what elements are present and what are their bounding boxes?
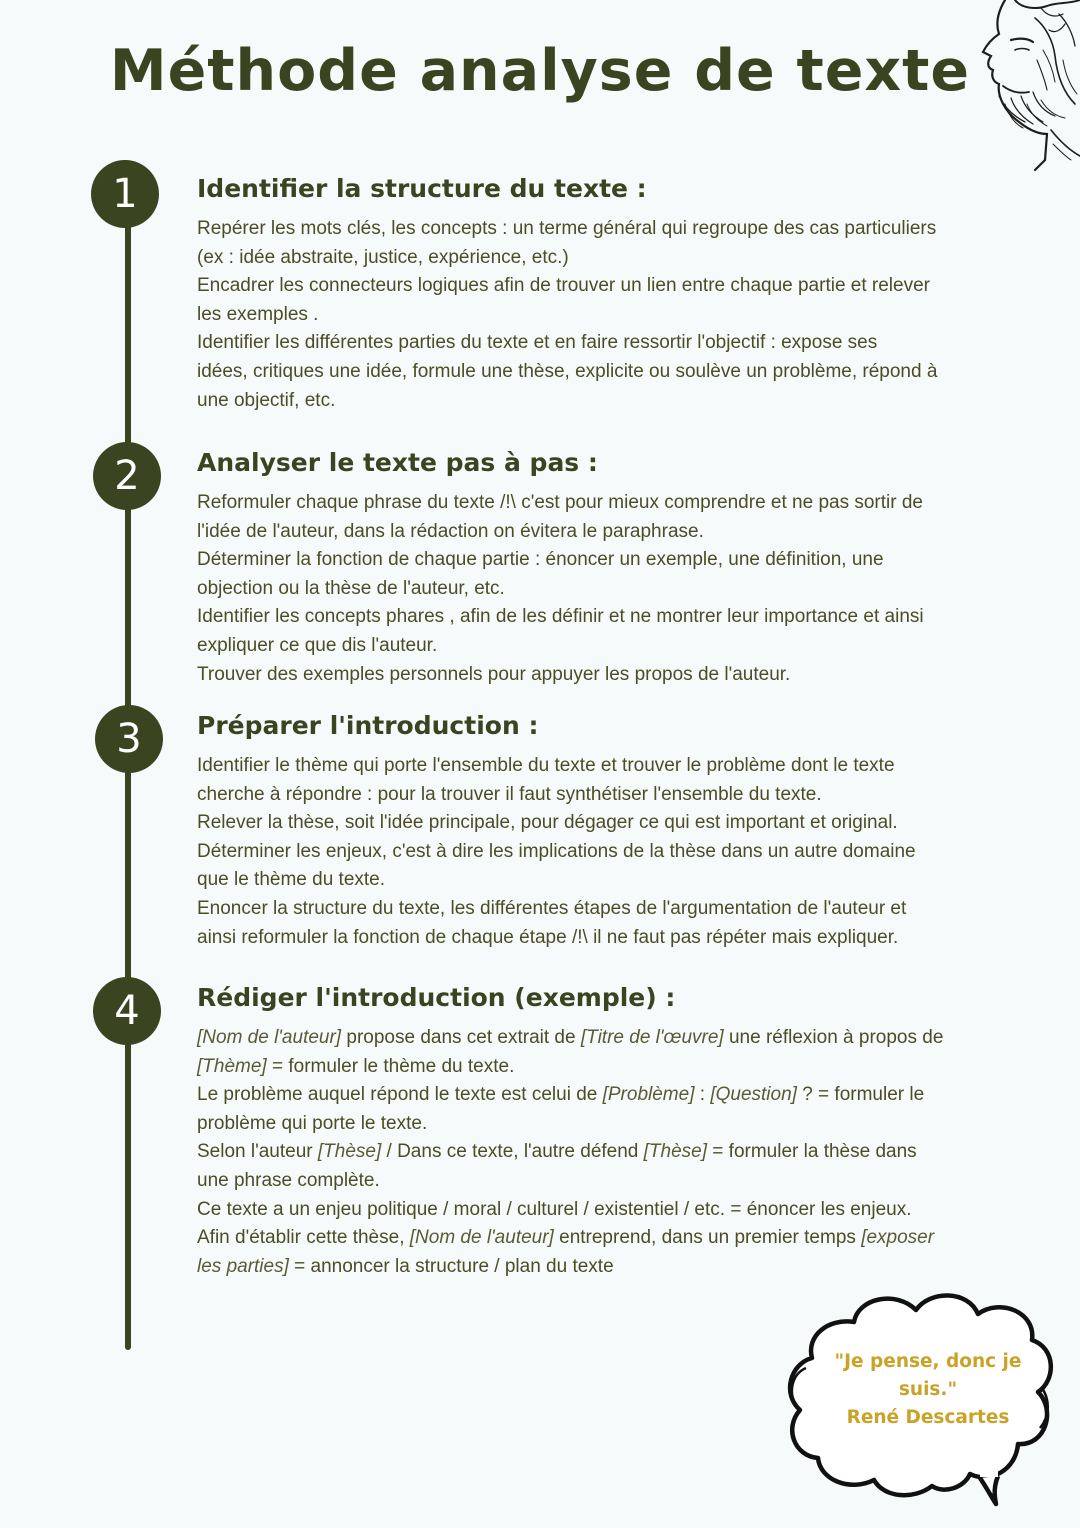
step-4-line [197,1110,967,1139]
line-text: problème qui porte le texte. [197,1112,428,1134]
placeholder-text: [Question] [710,1084,797,1106]
step-3-heading: Préparer l'introduction : [197,711,539,740]
descartes-quote [822,1348,1034,1432]
step-4-section [197,983,967,1281]
step-2-heading: Analyser le texte pas à pas : [197,448,598,477]
step-4-body [197,1024,967,1281]
quote-line-1: "Je pense, donc je [834,1351,1022,1372]
step-4-heading: Rédiger l'introduction (exemple) : [197,983,676,1012]
page-title: Méthode analyse de texte [109,38,971,104]
step-3-line: cherche à répondre : pour la trouver il faut synthétiser l'ensemble du texte. [197,783,822,805]
line-text: Le problème auquel répond le texte est celui de [197,1084,603,1106]
step-1-line: idées, critiques une idée, formule une thèse, explicite ou soulève un problème, répond à [197,360,938,382]
line-text: / Dans ce texte, l'autre défend [381,1141,644,1163]
step-2-line: Identifier les concepts phares , afin de les définir et ne montrer leur importance et ainsi [197,606,924,628]
step-3-line: Enoncer la structure du texte, les différentes étapes de l'argumentation de l'auteur et [197,897,907,919]
placeholder-text: [Nom de l'auteur] [409,1227,554,1249]
placeholder-text: [Titre de l'œuvre] [580,1027,724,1048]
step-number-4: 4 [93,977,161,1045]
step-2-line: expliquer ce que dis l'auteur. [197,634,438,656]
step-3-section [197,711,967,952]
line-text: : [694,1084,711,1106]
line-text: propose dans cet extrait de [341,1027,581,1048]
step-1-line: Identifier les différentes parties du texte et en faire ressortir l'objectif : expose ses [197,332,878,354]
line-text: entreprend, dans un premier temps [553,1227,862,1249]
step-3-line: Déterminer les enjeux, c'est à dire les implications de la thèse dans un autre domaine [197,840,916,862]
line-text: Afin d'établir cette thèse, [197,1227,410,1249]
step-1-line: (ex : idée abstraite, justice, expérience, etc.) [197,246,569,268]
line-text: = annoncer la structure / plan du texte [288,1255,614,1277]
step-number-2: 2 [93,442,161,510]
step-1-line: une objectif, etc. [197,389,336,411]
step-3-line: Relever la thèse, soit l'idée principale, pour dégager ce qui est important et original. [197,812,898,834]
step-4-line [197,1196,967,1225]
step-3-body [197,752,967,952]
line-text: = formuler le thème du texte. [266,1055,515,1077]
step-2-section [197,448,967,689]
step-2-line: Reformuler chaque phrase du texte /!\ c'est pour mieux comprendre et ne pas sortir de [197,492,923,513]
philosopher-bust-illustration [975,0,1080,172]
line-text: Selon l'auteur [197,1141,318,1163]
step-number-1: 1 [91,160,159,228]
step-3-line: que le thème du texte. [197,869,386,891]
line-text: = formuler la thèse dans [707,1141,917,1163]
step-1-heading: Identifier la structure du texte : [197,174,647,203]
step-3-line: Identifier le thème qui porte l'ensemble du texte et trouver le problème dont le texte [197,755,895,776]
step-1-body [197,215,967,415]
step-2-line: Trouver des exemples personnels pour appuyer les propos de l'auteur. [197,663,791,685]
step-number-3: 3 [95,705,163,773]
line-text: une réflexion à propos de [723,1027,944,1048]
step-4-line [197,1224,967,1253]
placeholder-text: [Nom de l'auteur] [197,1027,342,1048]
placeholder-text: [exposer [861,1227,935,1249]
line-text: une phrase complète. [197,1169,380,1191]
step-1-section [197,174,967,415]
step-1-line: les exemples . [197,303,319,325]
placeholder-text: [Thèse] [643,1141,708,1163]
placeholder-text: les parties] [197,1255,289,1277]
line-text: ? = formuler le [796,1084,925,1106]
step-4-line [197,1024,967,1053]
step-2-body [197,489,967,689]
step-2-line: Déterminer la fonction de chaque partie : énoncer un exemple, une définition, une [197,549,884,571]
step-4-line [197,1081,967,1110]
step-1-line: Repérer les mots clés, les concepts : un terme général qui regroupe des cas particuliers [197,218,937,239]
step-4-line [197,1053,967,1082]
step-4-line [197,1138,967,1167]
step-3-line: ainsi reformuler la fonction de chaque étape /!\ il ne faut pas répéter mais expliquer. [197,926,899,948]
quote-author: René Descartes [846,1407,1010,1428]
placeholder-text: [Thème] [197,1055,267,1077]
quote-line-2: suis." [898,1379,958,1400]
step-2-line: l'idée de l'auteur, dans la rédaction on évitera le paraphrase. [197,520,704,542]
step-2-line: objection ou la thèse de l'auteur, etc. [197,577,505,599]
placeholder-text: [Thèse] [317,1141,382,1163]
placeholder-text: [Problème] [602,1084,695,1106]
step-4-line [197,1253,967,1282]
line-text: Ce texte a un enjeu politique / moral / culturel / existentiel / etc. = énoncer les enjeux. [197,1198,912,1220]
step-1-line: Encadrer les connecteurs logiques afin de trouver un lien entre chaque partie et relever [197,275,930,297]
step-4-line [197,1167,967,1196]
